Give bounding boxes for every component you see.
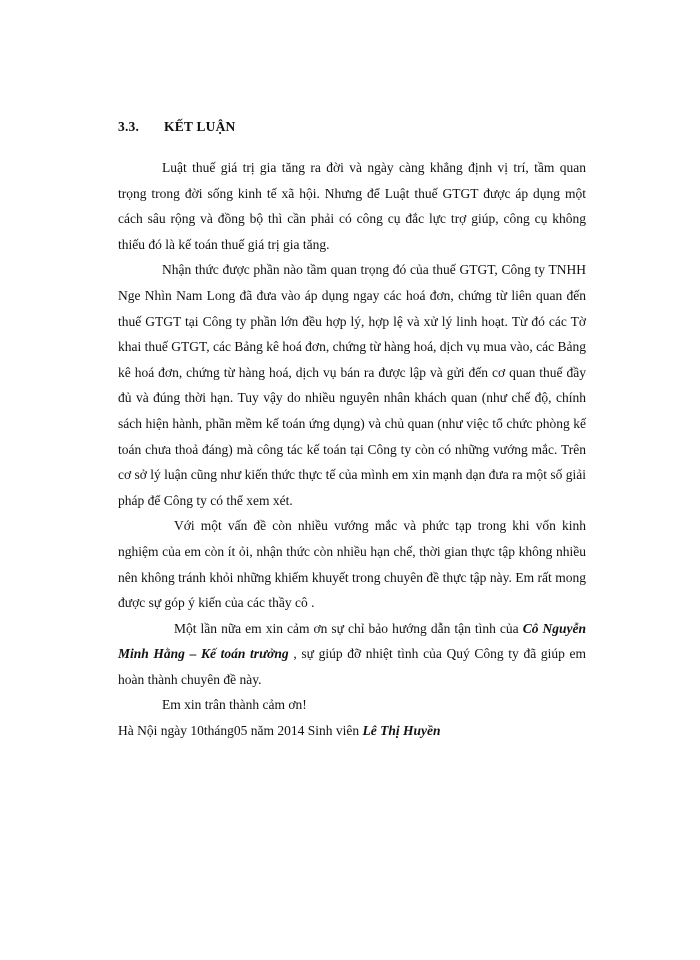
conclusion-body [118, 155, 586, 744]
section-number: 3.3. [118, 119, 140, 134]
section-title: KẾT LUẬN [164, 119, 236, 134]
paragraph-1: Luật thuế giá trị gia tăng ra đời và ngày càng khẳng định vị trí, tầm quan trọng trong đời sống kinh tế xã hội. Nhưng để Luật thuế GTGT được áp dụng một cách sâu rộng và đồng bộ thì cần phải có công cụ đắc lực trợ giúp, công cụ không thiếu đó là kế toán thuế giá trị gia tăng. [118, 160, 586, 252]
paragraph-3: Với một vấn đề còn nhiều vướng mắc và phức tạp trong khi vốn kinh nghiệm của em còn ít ỏi, nhận thức còn nhiều hạn chế, thời gian thực tập không nhiều nên không tránh khỏi những khiếm khuyết trong chuyên đề thực tập này. Em rất mong được sự góp ý kiến của các thầy cô . [118, 518, 586, 611]
section-heading [118, 119, 236, 135]
paragraph-4-lead: Một lần nữa em xin cảm ơn sự chỉ bảo hướng dẫn tận tình của [174, 620, 523, 636]
student-name: Lê Thị Huyền [362, 723, 441, 739]
paragraph-4-tail: , sự giúp đỡ nhiệt tình của Quý Công ty đã giúp em hoàn thành chuyên đề này. [118, 646, 586, 687]
paragraph-4 [118, 616, 586, 693]
signoff-date: Hà Nội ngày 10tháng05 năm 2014 Sinh viên [118, 723, 363, 739]
paragraph-2: Nhận thức được phần nào tầm quan trọng đó của thuế GTGT, Công ty TNHH Nge Nhìn Nam Long đã đưa vào áp dụng ngay các hoá đơn, chứng từ liên quan đến thuế GTGT tại Công ty phần lớn đều hợp lý, hợp lệ và xử lý linh hoạt. Từ đó các Tờ khai thuế GTGT, các Bảng kê hoá đơn, chứng từ hàng hoá, dịch vụ mua vào, các Bảng kê hoá đơn, chứng từ hàng hoá, dịch vụ bán ra được lập và gửi đến cơ quan thuế đầy đủ và đúng thời hạn. Tuy vậy do nhiều nguyên nhân khách quan (như chế độ, chính sách hiện hành, phần mềm kế toán ứng dụng) và chủ quan (như việc tổ chức phòng kế toán chưa thoả đáng) mà công tác kế toán tại Công ty còn có những vướng mắc. Trên cơ sở lý luận cũng như kiến thức thực tế của mình em xin mạnh dạn đưa ra một số giải pháp để Công ty có thể xem xét. [118, 262, 587, 508]
signoff-line [118, 718, 586, 744]
thanks-line: Em xin trân thành cảm ơn! [162, 697, 307, 713]
supervisor-name: Cô Nguyễn Minh Hằng – Kế toán trưởng [118, 620, 586, 662]
